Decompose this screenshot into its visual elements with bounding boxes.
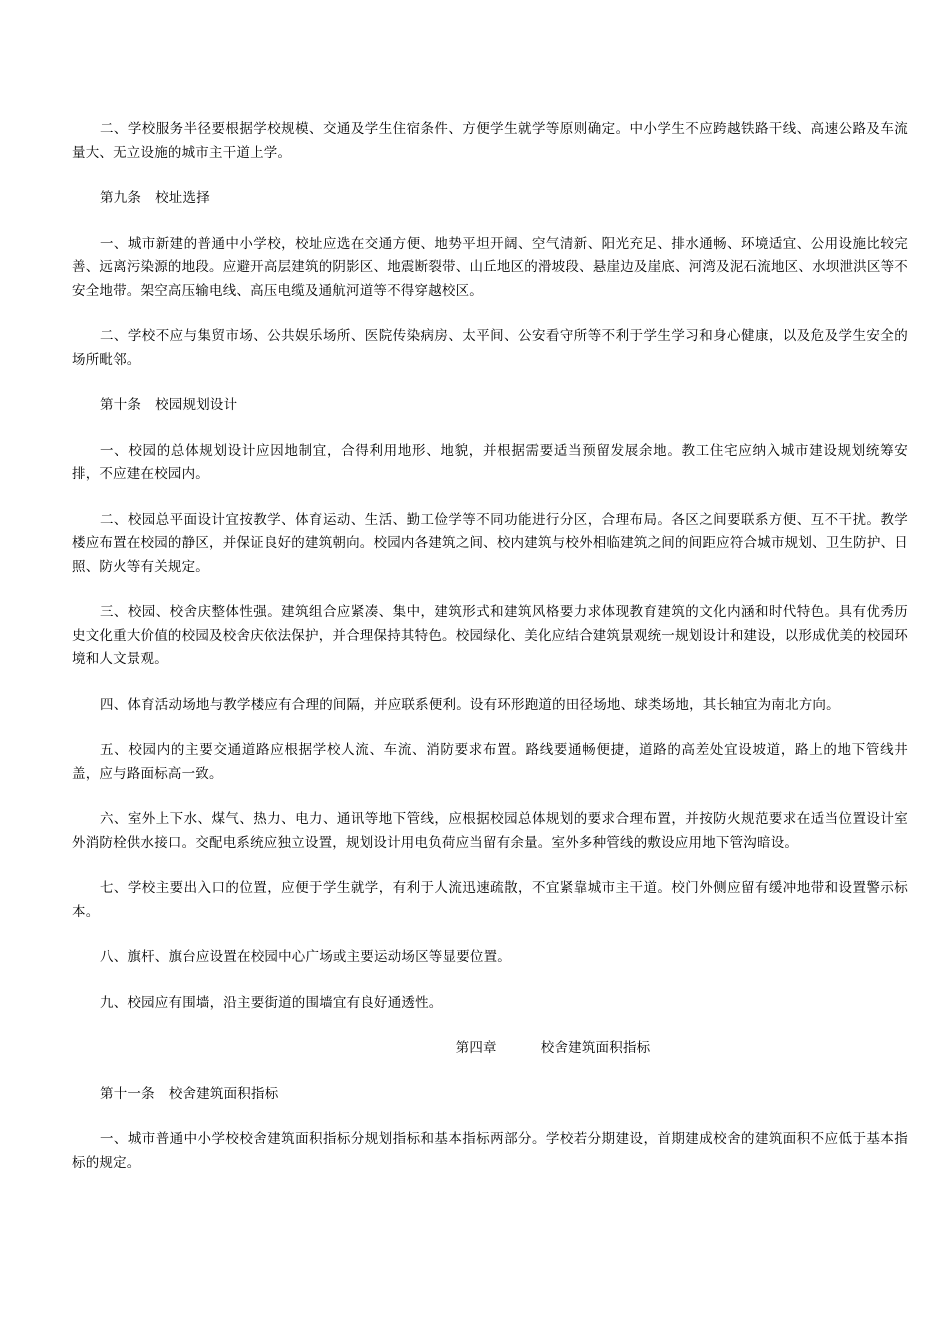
chapter-title: 校舍建筑面积指标 — [540, 1040, 651, 1056]
paragraph: 八、旗杆、旗台应设置在校园中心广场或主要运动场区等显要位置。 — [100, 949, 511, 965]
paragraph: 二、学校服务半径要根据学校规模、交通及学生住宿条件、方便学生就学等原则确定。中小学生不应跨越铁路干线、高速公路及车流量大、无立设施的城市主干道上学。 — [72, 121, 908, 161]
paragraph: 二、学校不应与集贸市场、公共娱乐场所、医院传染病房、太平间、公安看守所等不利于学生学习和身心健康，以及危及学生安全的场所毗邻。 — [72, 328, 908, 368]
article-heading — [72, 1083, 908, 1107]
paragraph: 四、体育活动场地与教学楼应有合理的间隔，并应联系便利。设有环形跑道的田径场地、球类场地，其长轴宜为南北方向。 — [100, 696, 840, 713]
chapter-heading — [72, 1037, 908, 1061]
chapter-number: 第四章 — [455, 1040, 497, 1056]
article-number: 第九条 — [100, 190, 142, 206]
article-heading — [72, 187, 908, 211]
article-number: 第十条 — [100, 397, 142, 413]
article-number: 第十一条 — [100, 1085, 155, 1102]
article-title: 校园规划设计 — [155, 397, 238, 413]
paragraph: 一、城市新建的普通中小学校，校址应选在交通方便、地势平坦开阔、空气清新、阳光充足、排水通畅、环境适宜、公用设施比较完善、远离污染源的地段。应避开高层建筑的阴影区、地震断裂带、山丘地区的滑坡段、悬崖边及崖底、河湾及泥石流地区、水坝泄洪区等不安全地带。架空高压输电线、高压电缆及通航河道等不得穿越校区。 — [72, 235, 908, 299]
article-title: 校舍建筑面积指标 — [168, 1085, 279, 1102]
paragraph: 五、校园内的主要交通道路应根据学校人流、车流、消防要求布置。路线要通畅便捷，道路的高差处宜设坡道，路上的地下管线井盖，应与路面标高一致。 — [72, 742, 908, 782]
paragraph: 一、校园的总体规划设计应因地制宜，合得利用地形、地貌，并根据需要适当预留发展余地。教工住宅应纳入城市建设规划统筹安排，不应建在校园内。 — [72, 442, 908, 482]
document-page — [72, 118, 908, 1175]
paragraph: 一、城市普通中小学校校舍建筑面积指标分规划指标和基本指标两部分。学校若分期建设，首期建成校舍的建筑面积不应低于基本指标的规定。 — [72, 1131, 908, 1171]
article-heading — [72, 394, 908, 418]
paragraph: 三、校园、校舍庆整体性强。建筑组合应紧凑、集中，建筑形式和建筑风格要力求体现教育建筑的文化内涵和时代特色。具有优秀历史文化重大价值的校园及校舍庆依法保护，并合理保持其特色。校园绿化、美化应结合建筑景观统一规划设计和建设，以形成优美的校园环境和人文景观。 — [72, 604, 908, 667]
paragraph: 六、室外上下水、煤气、热力、电力、通讯等地下管线，应根据校园总体规划的要求合理布置，并按防火规范要求在适当位置设计室外消防栓供水接口。交配电系统应独立设置，规划设计用电负荷应当留有余量。室外多种管线的敷设应用地下管沟暗设。 — [72, 811, 908, 851]
paragraph: 九、校园应有围墙，沿主要街道的围墙宜有良好通透性。 — [100, 994, 443, 1011]
article-title: 校址选择 — [155, 190, 210, 206]
paragraph: 二、校园总平面设计宜按教学、体育运动、生活、勤工俭学等不同功能进行分区，合理布局。各区之间要联系方便、互不干扰。教学楼应布置在校园的静区，并保证良好的建筑朝向。校园内各建筑之间、校内建筑与校外相临建筑之间的间距应符合城市规划、卫生防护、日照、防火等有关规定。 — [72, 511, 908, 575]
paragraph: 七、学校主要出入口的位置，应便于学生就学，有利于人流迅速疏散，不宜紧靠城市主干道。校门外侧应留有缓冲地带和设置警示标本。 — [72, 880, 908, 920]
